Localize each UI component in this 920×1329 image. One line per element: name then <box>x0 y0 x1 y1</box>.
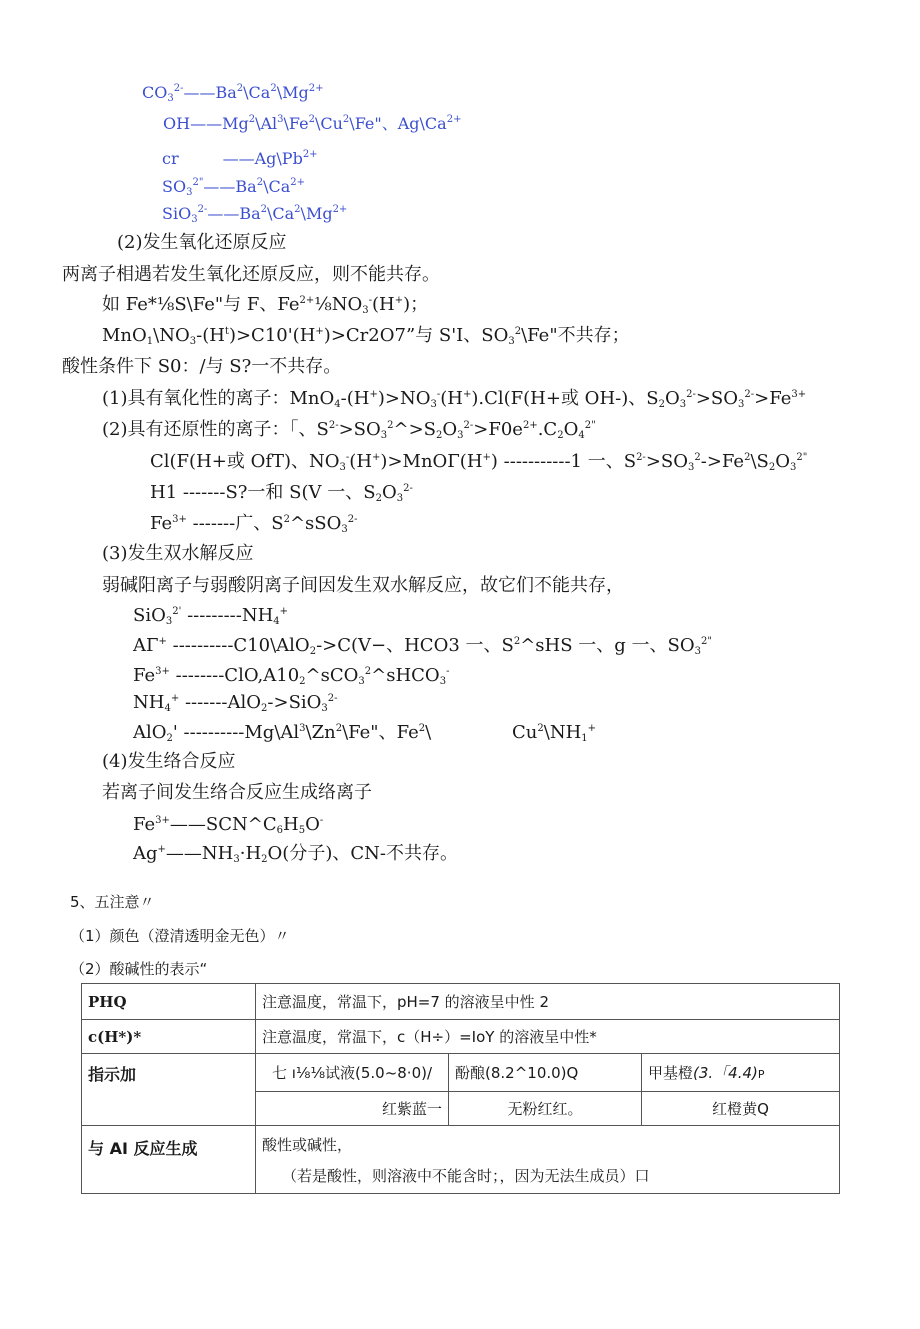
ion-line-co3: $CO_3^{2-}——Ba^2\backslash Ca^2\backslash Mg^{2+}$ <box>142 83 324 104</box>
color-litmus: 红紫蓝一 <box>256 1092 449 1126</box>
hydrolysis-pair-5: AlO$_2$' ----------Mg\Al$^3$\Zn$^2$\Fe"、Fe$^2$\ <box>133 722 432 744</box>
hydrolysis-pair-5-tail: $Cu^2\backslash NH_1^+$ <box>512 722 597 744</box>
hydrolysis-pair-3: $Fe^{3+}$ $--------ClO,A10_2\^{}sCO_3^2\^{}sHCO_3^-$ <box>133 665 450 687</box>
table-row <box>82 1054 840 1092</box>
row-text-ch: 注意温度，常温下，c（H÷）=IoY 的溶液呈中性* <box>256 1020 840 1054</box>
color-phenolphthalein: 无粉红红。 <box>449 1092 642 1126</box>
redox-example-2: $MnO_1\backslash NO_3-(H^t)>C10'(H^+)>Cr2O7$”与 S'I、$SO_3^2\backslash Fe$"不共存； <box>102 325 630 347</box>
table-row <box>82 1126 840 1194</box>
redox-intro: 两离子相遇若发生氧化还原反应，则不能共存。 <box>62 264 440 285</box>
ion-line-cr: cr $——Ag\backslash Pb^{2+}$ <box>162 149 318 168</box>
notice-item-color: （1）颜色（澄清透明金无色）〃 <box>70 927 290 945</box>
al-text-line-2: （若是酸性，则溶液中不能含时；，因为无法生成员）口 <box>282 1167 650 1185</box>
row-label-indicator: 指示加 <box>82 1054 256 1126</box>
hydrolysis-heading: (3)发生双水解反应 <box>102 543 254 564</box>
redox-example-1: 如 Fe*⅛S\Fe"与 F、$Fe^{2+}\frac{1}{8}NO_3^-(H^+)$； <box>102 294 429 316</box>
row-text-ph: 注意温度，常温下，pH=7 的溶液呈中性 2 <box>256 984 840 1020</box>
reducing-ions: (2)具有还原性的离子：「、$S^{2-}>SO_3^2\^{}>S_2O_3^{2-}>F0e^{2+}.C_2O_4^{2"}$ <box>102 419 596 441</box>
hydrolysis-pair-4: $NH_4^+$ -------AlO$_2$->SiO$_3^{2-}$ <box>133 692 338 714</box>
complex-pair-2: $Ag^+——NH_3\cdot H_2O$(分子)、CN-不共存。 <box>133 843 458 865</box>
indicator-methyl-orange: 甲基橙(3.「4.4)P <box>642 1054 840 1092</box>
complex-pair-1: $Fe^{3+}——SCN\^{}C_6H_5O^-$ <box>133 814 324 836</box>
row-label-ch: c(H*)* <box>82 1020 256 1054</box>
oxidizing-ions: (1)具有氧化性的离子：$MnO_4-(H^+)>NO_3^-(H^+).Cl(F(H+$或 OH-)、$S_2O_3^{2-}>SO_3^{2-}>Fe^{3+}$ <box>102 388 807 410</box>
row-text-al <box>256 1126 840 1194</box>
notice-title: 5、五注意〃 <box>70 893 155 911</box>
indicator-litmus: 七 ı⅛⅛试液(5.0~8·0)/ <box>256 1054 449 1092</box>
ion-line-so3: $SO_3^{2"}——Ba^2\backslash Ca^{2+}$ <box>162 177 306 198</box>
table-row <box>82 984 840 1020</box>
row-label-al: 与 AI 反应生成 <box>82 1126 256 1194</box>
redox-pair-2: H1 -------S?一和 S(V 一、$S_2O_3^{2-}$ <box>150 482 413 504</box>
redox-heading: (2)发生氧化还原反应 <box>117 232 287 253</box>
row-label-ph: PHQ <box>82 984 256 1020</box>
redox-pair-1: Cl(F(H+或 OfT)、$NO_3^-(H^+)>MnO\Gamma(H^+)$ -----------1 一、$S^{2-}>SO_3^2->Fe^2\backslash S_2O_3^{2"}$ <box>150 451 808 473</box>
hydrolysis-pair-2: AΓ+ ----------C10\AlO$_2$->C(V−、HCO3 一、$S^2\^{}sHS$ 一、g 一、$SO_3^{2"}$ <box>133 635 712 657</box>
ion-line-sio3: $SiO_3^{2-}——Ba^2\backslash Ca^2\backslash Mg^{2+}$ <box>162 204 348 225</box>
acidity-table <box>81 983 840 1194</box>
color-methyl-orange: 红橙黄Q <box>642 1092 840 1126</box>
table-row <box>82 1020 840 1054</box>
indicator-phenolphthalein: 酚酿(8.2^10.0)Q <box>449 1054 642 1092</box>
hydrolysis-intro: 弱碱阳离子与弱酸阴离子间因发生双水解反应，故它们不能共存， <box>102 575 624 596</box>
complex-heading: (4)发生络合反应 <box>102 751 236 772</box>
al-text-line-1: 酸性或碱性， <box>262 1136 353 1154</box>
complex-intro: 若离子间发生络合反应生成络离子 <box>102 782 372 803</box>
redox-pair-3: $Fe^{3+}$ -------广、$S^2\^{}sSO_3^{2-}$ <box>150 513 358 535</box>
hydrolysis-pair-1: SiO$_3^{2'}$ $---------NH_4^+$ <box>133 605 289 627</box>
ion-line-oh: OH——Mg$^2$\Al$^3$\Fe$^2$\Cu$^2$\Fe"、$Ag\backslash Ca^{2+}$ <box>163 114 462 133</box>
redox-example-3: 酸性条件下 S0：/与 S?一不共存。 <box>62 356 342 377</box>
notice-item-acidity: （2）酸碱性的表示“ <box>70 960 208 978</box>
